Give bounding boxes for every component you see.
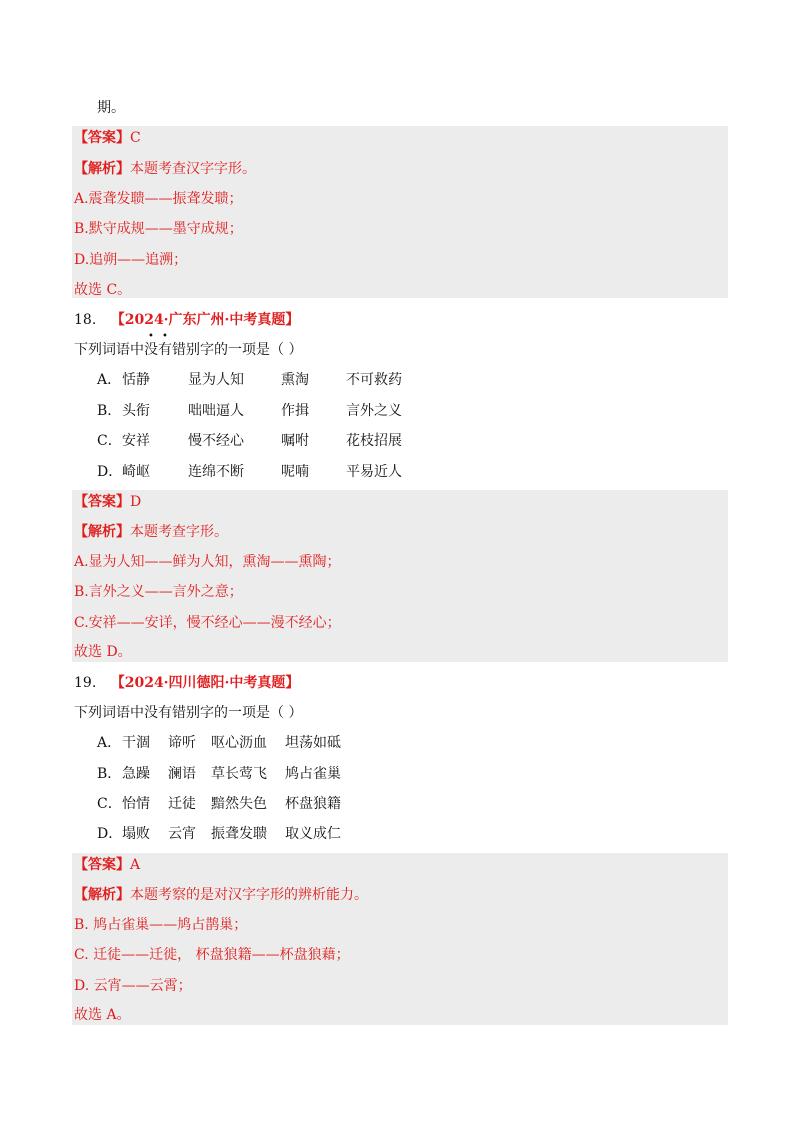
option-word: 谛听 (168, 735, 196, 751)
option-letter: A． (97, 735, 122, 751)
analysis-label: 【解析】 (74, 524, 130, 540)
analysis-item: B.言外之义——言外之意； (74, 584, 243, 600)
question-number: 19. (74, 675, 97, 691)
option-word: 振聋发聩 (211, 826, 267, 842)
answer-value: A (130, 857, 141, 873)
analysis-item: D. 云宵——云霄； (74, 978, 192, 994)
option-word: 不可救药 (346, 372, 402, 388)
option-word: 呢喃 (281, 464, 309, 480)
analysis-text: 本题考查字形。 (130, 524, 228, 540)
analysis-text: 本题考察的是对汉字字形的辨析能力。 (130, 887, 368, 903)
conclusion: 故选 C。 (74, 282, 132, 298)
answer-line (74, 492, 141, 512)
option-letter: C． (97, 796, 122, 812)
analysis-label: 【解析】 (74, 161, 130, 177)
analysis-line (74, 159, 256, 179)
option-letter: A． (97, 372, 122, 388)
question-source: 【2024·广东广州·中考真题】 (110, 312, 300, 328)
question-header-18 (74, 310, 299, 330)
option-word: 呕心沥血 (211, 735, 267, 751)
answer-value: C (130, 130, 141, 146)
option-word: 恬静 (122, 372, 150, 388)
option-word: 迁徒 (168, 796, 196, 812)
option-letter: C． (97, 433, 122, 449)
answer-line (74, 128, 141, 148)
analysis-line (74, 885, 368, 905)
analysis-text: 本题考查汉字字形。 (130, 161, 256, 177)
stem-text: 下列词语中 (74, 342, 144, 358)
option-word: 干涸 (122, 735, 150, 751)
stem-text: 错别字的一项是（ ） (172, 342, 303, 358)
answer-block-17 (72, 126, 728, 298)
option-letter: B． (97, 403, 122, 419)
analysis-label: 【解析】 (74, 887, 130, 903)
option-word: 显为人知 (188, 372, 244, 388)
option-word: 作揖 (281, 403, 309, 419)
question-stem-19: 下列词语中没有错别字的一项是（ ） (74, 705, 303, 721)
analysis-item: A.震聋发聩——振聋发聩； (74, 191, 243, 207)
conclusion: 故选 A。 (74, 1007, 131, 1023)
option-letter: B． (97, 766, 122, 782)
option-word: 黯然失色 (211, 796, 267, 812)
analysis-item: C.安祥——安详，慢不经心——漫不经心； (74, 615, 341, 631)
analysis-item: C. 迁徒——迁徙， 杯盘狼籍——杯盘狼藉； (74, 947, 350, 963)
option-letter: D． (97, 826, 123, 842)
conclusion: 故选 D。 (74, 644, 132, 660)
option-word: 安祥 (122, 433, 150, 449)
analysis-item: B. 鸠占雀巢——鸠占鹊巢； (74, 917, 248, 933)
option-word: 花枝招展 (346, 433, 402, 449)
analysis-item: B.默守成规——墨守成规； (74, 221, 243, 237)
option-word: 怡情 (122, 796, 150, 812)
option-word: 熏淘 (281, 372, 309, 388)
option-word: 云宵 (168, 826, 196, 842)
option-word: 平易近人 (346, 464, 402, 480)
option-word: 慢不经心 (188, 433, 244, 449)
emphasis-char: 有 (158, 342, 172, 358)
option-word: 连绵不断 (188, 464, 244, 480)
question-number: 18. (74, 312, 97, 328)
analysis-item: A.显为人知——鲜为人知，熏淘——熏陶； (74, 554, 341, 570)
analysis-line (74, 522, 228, 542)
answer-line (74, 855, 140, 875)
option-word: 咄咄逼人 (188, 403, 244, 419)
answer-label: 【答案】 (74, 130, 130, 146)
option-word: 头衔 (122, 403, 150, 419)
answer-block-19 (72, 853, 728, 1025)
question-stem-18 (74, 340, 302, 360)
option-word: 鸠占雀巢 (285, 766, 341, 782)
option-word: 杯盘狼籍 (285, 796, 341, 812)
option-word: 取义成仁 (285, 826, 341, 842)
emphasis-char: 没 (144, 342, 158, 358)
answer-label: 【答案】 (74, 857, 130, 873)
analysis-item: D.追朔——追溯； (74, 252, 188, 268)
option-word: 嘱咐 (281, 433, 309, 449)
option-letter: D． (97, 464, 123, 480)
answer-block-18 (72, 490, 728, 662)
answer-label: 【答案】 (74, 494, 130, 510)
option-word: 澜语 (168, 766, 196, 782)
option-word: 急躁 (122, 766, 150, 782)
continued-text: 期。 (97, 100, 125, 116)
option-word: 言外之义 (346, 403, 402, 419)
question-source: 【2024·四川德阳·中考真题】 (110, 675, 300, 691)
question-header-19 (74, 673, 299, 693)
option-word: 草长莺飞 (211, 766, 267, 782)
option-word: 塌败 (122, 826, 150, 842)
option-word: 坦荡如砥 (285, 735, 341, 751)
option-word: 崎岖 (122, 464, 150, 480)
answer-value: D (130, 494, 142, 510)
